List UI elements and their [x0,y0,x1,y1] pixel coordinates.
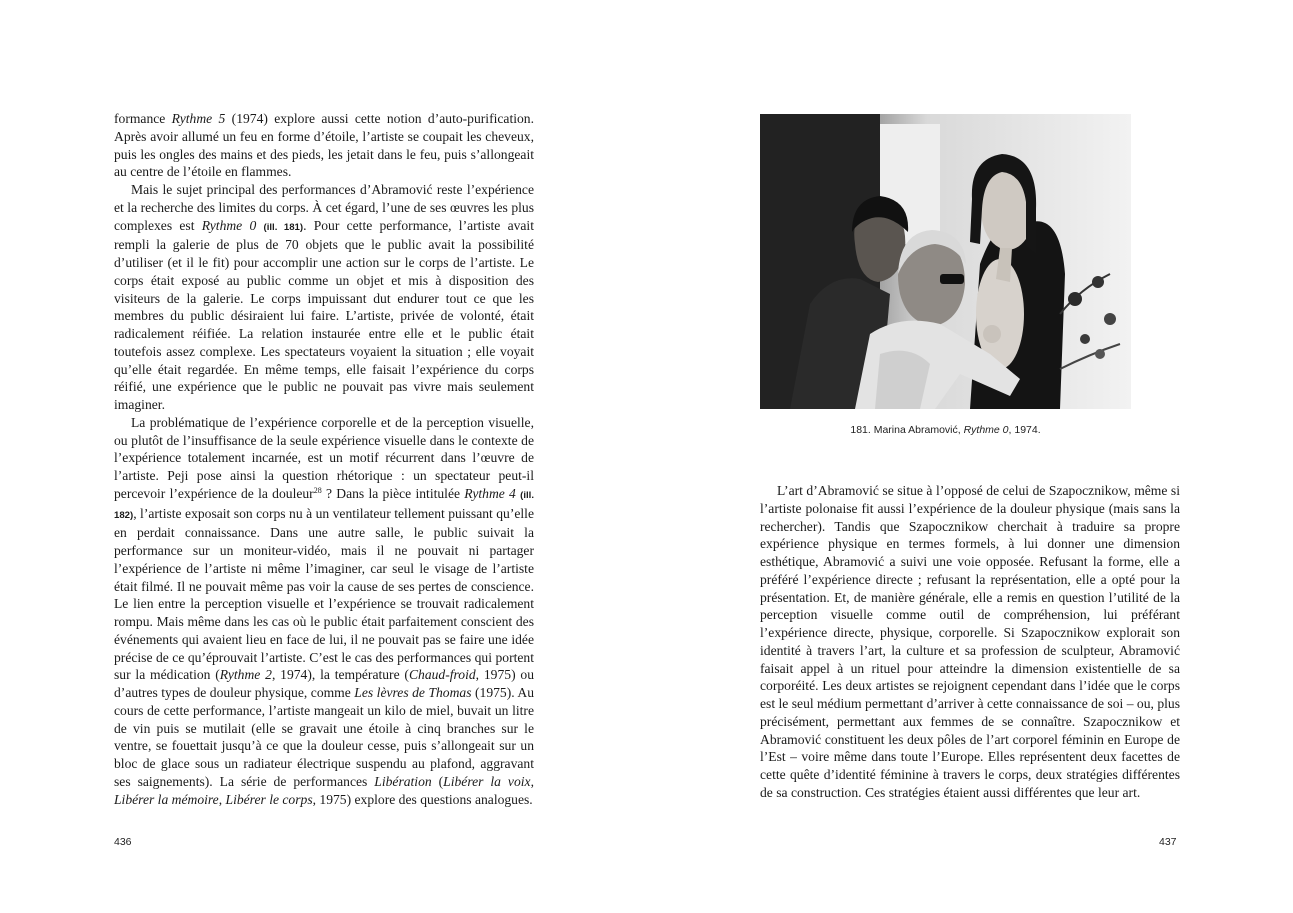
text-run: Mais le sujet principal des performances d’Abramović reste l’expérience et la recherche des limites du corps. À cet égard, l’une de ses œuvres les plus complexes est [114,182,534,233]
left-page [0,0,646,913]
text-run: Chaud-froid [408,667,476,683]
figure-caption [760,424,1131,436]
text-run: Libérer la voix [443,773,531,789]
text-run: Libérer la mémoire [114,791,219,807]
text-run: Rythme 2 [219,667,272,683]
text-run: , [218,791,226,807]
right-body-text [760,482,1180,802]
figure-photo [760,114,1131,409]
paragraph [114,181,534,414]
text-run: Rythme 5 [171,111,226,126]
text-run: , [530,773,534,789]
text-run: , 1975) ou d’autres types de douleur physique, comme [114,667,535,700]
text-run: La problématique de l’expérience corporelle et de la perception visuelle, ou plutôt de l’insuffisance de la seule expérience visuelle dans le contexte de l’expérience totalement incarnée, est un motif récurrent dans l’œuvre de l’artiste. Peji pose ainsi la question rhétorique : un spectateur peut-il percevoir l’expérience de la douleur [114,414,534,501]
text-run: (1975). Au cours de cette performance, l’artiste mangeait un kilo de miel, buvait un litre de vin puis se mutilait (elle se gravait une étoile à cinq branches sur le ventre, se fouettait jusqu’à ce que la douleur cesse, puis s’allongeait sur un bloc de glace sous un radiateur électrique suspendu au plafond, aggravant ses saignements). La série de performances [114,685,535,789]
text-run [256,218,263,233]
page-number-right: 437 [1159,836,1177,848]
text-run: formance [114,111,172,126]
paragraph [760,482,1180,802]
caption-suffix: , 1974. [1008,424,1041,436]
text-run: , l’artiste exposait son corps nu à un ventilateur tellement puissant qu’elle en perdait connaissance. Dans une autre salle, le public suivait la performance sur un moniteur-vidéo, mais il ne pouvait ni partager l’expérience de l’artiste ni même l’imaginer, car seul le visage de l’artiste était filmé. Il ne pouvait même pas voir la cause de ses pertes de conscience. Le lien entre la perception visuelle et l’expérience se trouvait radicalement rompu. Mais même dans les cas où le public était parfaitement conscient des événements qui avaient lieu en face de lui, il ne pouvait pas se faire une idée précise de ce qu’éprouvait l’artiste. C’est le cas des performances qui portent sur la médication ( [114,505,534,683]
photo-artwork [760,114,1131,409]
footnote-ref: 28 [313,485,322,495]
text-run: Rythme 0 [201,217,257,233]
text-run: , 1974), la température ( [271,667,409,683]
text-run: Libérer le corps [225,791,313,807]
right-page [646,0,1293,913]
left-body-text [114,110,534,808]
illustration-ref: (ill. 182) [114,489,534,521]
text-run: ? Dans la pièce intitulée [321,485,465,501]
illustration-ref: (ill. 181) [263,221,304,233]
text-run: , 1975) explore des questions analogues. [312,791,533,807]
paragraph [114,414,534,809]
paragraph [114,110,534,181]
text-run: L’art d’Abramović se situe à l’opposé de celui de Szapocznikow, même si l’artiste polonaise fit aussi l’expérience de la douleur physique (mais sans la rechercher). Tandis que Szapocznikow cherchait à traduire sa propre expérience physique en termes formels, à lui donner une dimension esthétique, Abramović a suivi une voie opposée. Refusant la forme, elle a préféré l’expérience directe ; refusant la représentation, elle a opté pour la présentation. Et, de manière générale, elle a remis en question l’utilité de la perception visuelle comme outil de compréhension, lui préférant l’expérience directe, physique, corporelle. Si Szapocznikow explorait son identité à travers l’art, la culture et sa profession de sculpteur, Abramović faisait appel à un rituel pour atteindre la dimension existentielle de sa corporéité. Les deux artistes se rejoignent cependant dans l’idée que le corps est le seul médium permettant d’arriver à cette connaissance de soi – ou, plus précisément, permettant aux femmes de se connaître. Szapocznikow et Abramović constituent les deux pôles de l’art corporel féminin en Europe de l’Est – voire même dans toute l’Europe. Elles représentent deux facettes de cette quête d’identité féminine à travers le corps, deux stratégies différentes de sa construction. Ces stratégies étaient aussi différentes que leur art. [760,483,1180,800]
text-run: ( [431,773,444,789]
text-run: (1974) explore aussi cette notion d’auto-purification. Après avoir allumé un feu en forme d’étoile, l’artiste se coupait les cheveux, puis les ongles des mains et des pieds, les jetait dans le feu, puis s’allongeait au centre de l’étoile en flammes. [114,111,534,180]
text-run: Rythme 4 [464,485,516,501]
text-run: . Pour cette performance, l’artiste avait rempli la galerie de plus de 70 objets que le public avait la possibilité d’utiliser (et il le fit) pour accomplir une action sur le corps de l’artiste. Le corps était exposé au public comme un objet et mis à disposition des visiteurs de la galerie. Le corps impuissant dut endurer tout ce que les membres du public désiraient lui faire. L’artiste, privée de volonté, était radicalement réifiée. La relation instaurée entre elle et le public était toutefois assez complexe. Les spectateurs voyaient la situation ; elle voyait qu’elle était regardée. En même temps, elle faisait l’expérience du corps réifié, une expérience que le public ne pouvait pas vivre mais seulement imaginer. [114,217,534,412]
text-run: Les lèvres de Thomas [354,685,472,700]
text-run: Libération [374,773,432,789]
page-number-left: 436 [114,836,132,848]
caption-title: Rythme 0 [963,424,1009,436]
caption-prefix: 181. Marina Abramović, [850,424,964,436]
